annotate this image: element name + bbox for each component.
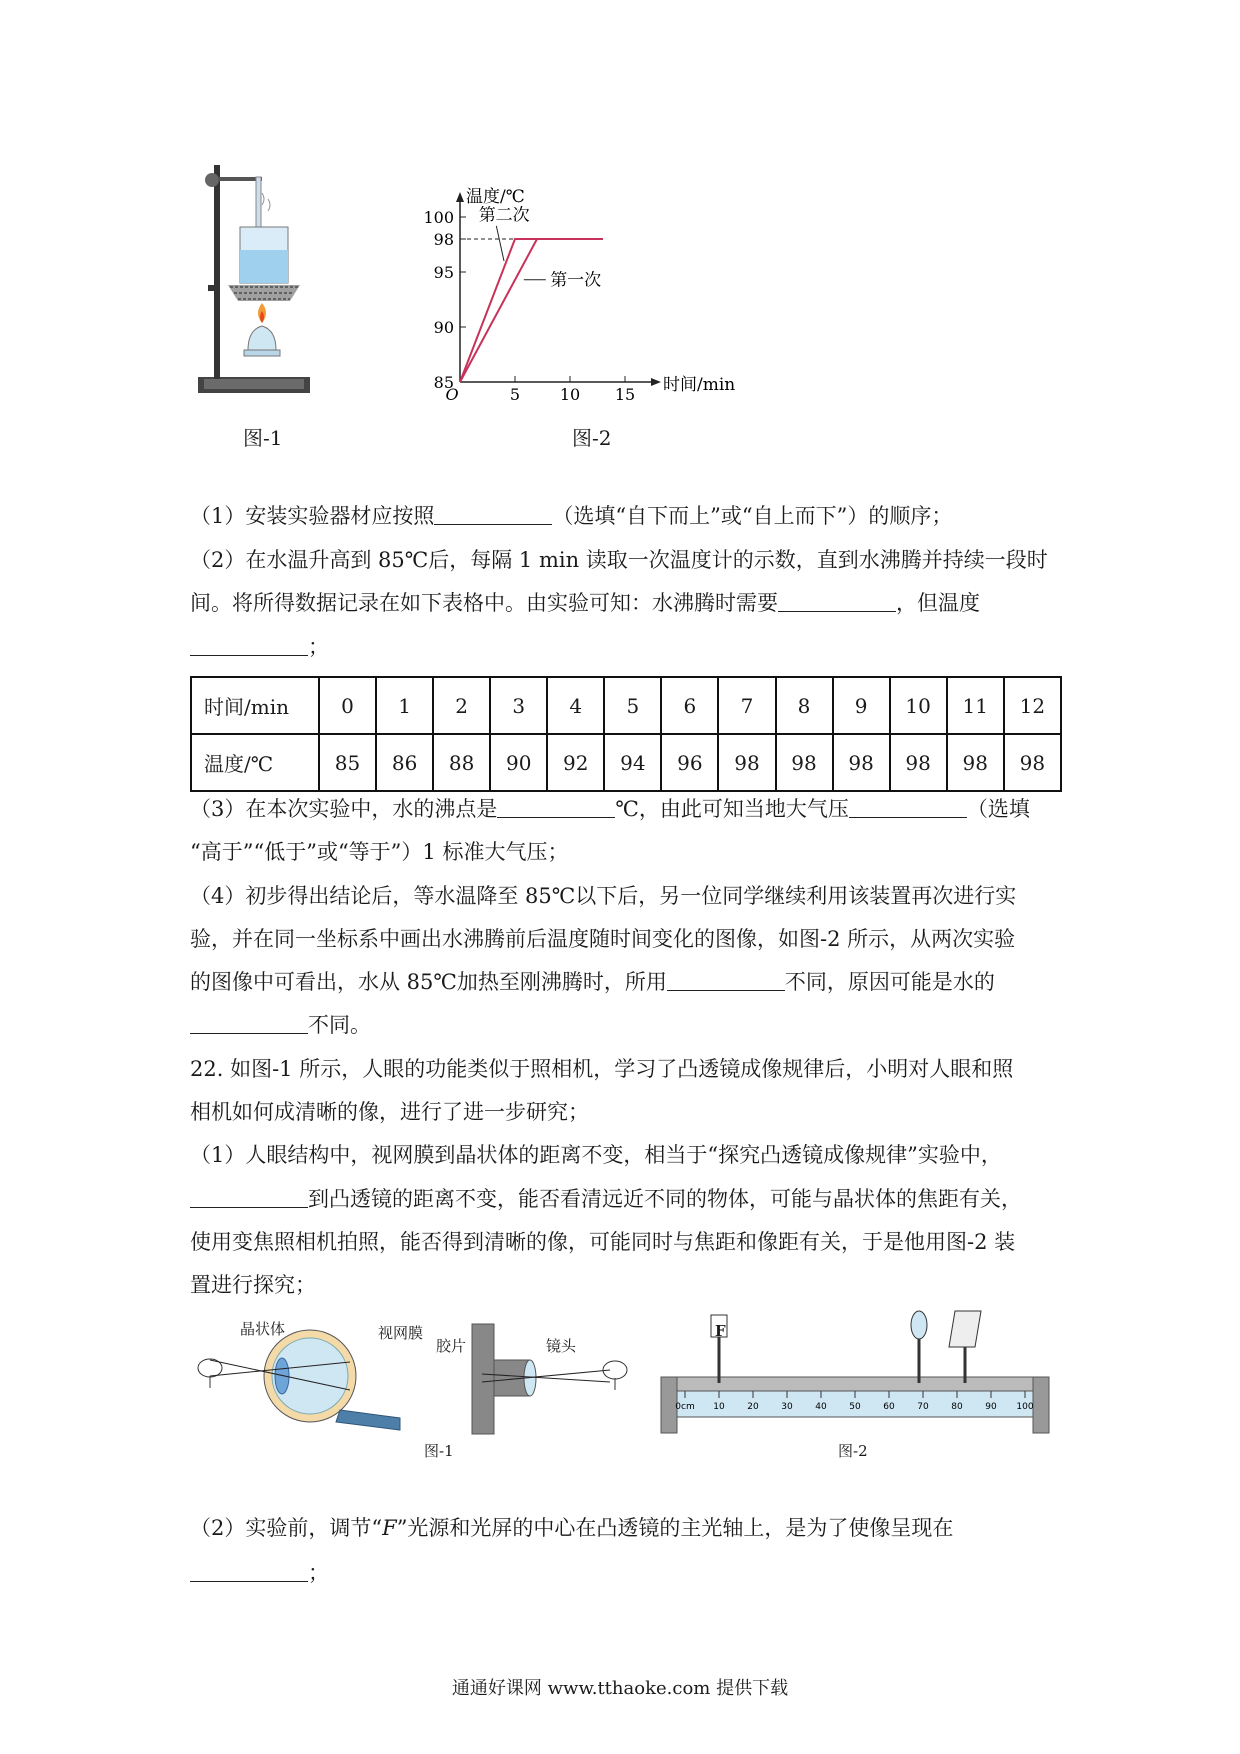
table-cell: 10 xyxy=(890,677,947,734)
series-2-leader xyxy=(496,226,504,261)
table-cell: 7 xyxy=(718,677,775,734)
bench-tick-label: 70 xyxy=(917,1402,929,1412)
table-header-cell: 时间/min xyxy=(191,677,319,734)
bench-tick-label: 100 xyxy=(1016,1402,1034,1412)
answer-blank[interactable] xyxy=(667,970,785,991)
answer-blank[interactable] xyxy=(190,1013,308,1034)
series-line-2 xyxy=(460,239,603,382)
q21-part4-line4: 不同。 xyxy=(190,1012,371,1038)
table-cell: 88 xyxy=(433,734,490,791)
q21-part4-line1: （4）初步得出结论后，等水温降至 85℃以下后，另一位同学继续利用该装置再次进行实 xyxy=(190,884,1017,908)
temperature-time-chart xyxy=(410,140,760,425)
y-tick-label: 95 xyxy=(433,263,454,282)
table-cell: 12 xyxy=(1004,677,1061,734)
q21-part1: （1）安装实验器材应按照 （选填“自下而上”或“自上而下”）的顺序； xyxy=(190,504,953,528)
q22-part2-line2: ； xyxy=(190,1560,329,1586)
light-screen xyxy=(949,1311,981,1347)
x-tick-label: 5 xyxy=(509,385,521,404)
answer-blank[interactable] xyxy=(497,797,615,818)
table-cell: 94 xyxy=(604,734,661,791)
table-cell: 1 xyxy=(376,677,433,734)
bench-figure-caption: 图-2 xyxy=(838,1442,868,1460)
label-retina: 视网膜 xyxy=(378,1324,424,1342)
y-axis-arrow xyxy=(456,192,464,202)
series-line-1 xyxy=(460,239,603,382)
bench-tick-label: 80 xyxy=(951,1402,963,1412)
label-crystalline-lens: 晶状体 xyxy=(240,1320,286,1338)
answer-blank[interactable] xyxy=(190,1561,308,1582)
q22-intro-line2: 相机如何成清晰的像，进行了进一步研究； xyxy=(190,1100,589,1124)
q22-part1-line4: 置进行探究； xyxy=(190,1273,316,1297)
table-cell: 8 xyxy=(776,677,833,734)
bench-tick-label: 60 xyxy=(883,1402,895,1412)
table-cell: 11 xyxy=(947,677,1004,734)
table-cell: 98 xyxy=(1004,734,1061,791)
series-1-label: 第一次 xyxy=(550,270,602,291)
table-cell: 92 xyxy=(547,734,604,791)
origin-label: O xyxy=(445,385,459,404)
optic-nerve xyxy=(336,1410,400,1430)
convex-lens xyxy=(911,1311,927,1339)
y-tick-label: 98 xyxy=(433,230,454,249)
table-cell: 4 xyxy=(547,677,604,734)
q21-part4-line2: 验，并在同一坐标系中画出水沸腾前后温度随时间变化的图像，如图-2 所示，从两次实验 xyxy=(190,927,1016,951)
q21-part2-line1: （2）在水温升高到 85℃后，每隔 1 min 读取一次温度计的示数，直到水沸腾并持续一段时 xyxy=(190,548,1048,572)
table-row xyxy=(191,677,1061,734)
x-axis-label: 时间/min xyxy=(663,375,736,395)
data-table xyxy=(190,676,1062,792)
page-footer: 通通好课网 www.tthaoke.com 提供下载 xyxy=(451,1678,789,1699)
y-axis-label: 温度/℃ xyxy=(466,187,525,207)
q22-part1-line3: 使用变焦照相机拍照，能否得到清晰的像，可能同时与焦距和像距有关，于是他用图-2 装 xyxy=(190,1230,1016,1254)
alcohol-lamp xyxy=(248,326,276,350)
table-cell: 5 xyxy=(604,677,661,734)
clamp-knob xyxy=(205,173,219,187)
answer-blank[interactable] xyxy=(849,797,967,818)
q22-part2-line1: （2）实验前，调节“F”光源和光屏的中心在凸透镜的主光轴上，是为了使像呈现在 xyxy=(190,1516,954,1540)
q21-part2-line2: 间。将所得数据记录在如下表格中。由实验可知：水沸腾时需要 ，但温度 xyxy=(190,591,980,615)
stand-pole xyxy=(214,165,220,379)
table-cell: 3 xyxy=(490,677,547,734)
y-tick-label: 90 xyxy=(433,318,454,337)
bench-tick-label: 20 xyxy=(747,1402,759,1412)
bench-tick-label: 40 xyxy=(815,1402,827,1412)
heating-apparatus-figure xyxy=(190,155,320,420)
bench-tick-label: 50 xyxy=(849,1402,861,1412)
table-cell: 98 xyxy=(833,734,890,791)
table-cell: 98 xyxy=(776,734,833,791)
table-header-cell: 温度/℃ xyxy=(191,734,319,791)
table-cell: 86 xyxy=(376,734,433,791)
table-cell: 98 xyxy=(718,734,775,791)
table-cell: 98 xyxy=(947,734,1004,791)
table-cell: 98 xyxy=(890,734,947,791)
label-camera-lens: 镜头 xyxy=(546,1337,577,1355)
table-cell: 9 xyxy=(833,677,890,734)
answer-blank[interactable] xyxy=(434,504,552,525)
fig1-top-caption: 图-1 xyxy=(243,426,283,450)
bench-tick-label: 90 xyxy=(985,1402,997,1412)
q21-part2-line3: ； xyxy=(190,634,329,660)
bench-tick-label: 0cm xyxy=(675,1402,695,1412)
f-source-letter: F xyxy=(715,1322,726,1340)
answer-blank[interactable] xyxy=(778,591,896,612)
table-cell: 0 xyxy=(319,677,376,734)
y-tick-label: 85 xyxy=(433,373,454,392)
y-tick-label: 100 xyxy=(423,208,454,227)
q22-part1-line2: 到凸透镜的距离不变，能否看清远近不同的物体，可能与晶状体的焦距有关， xyxy=(190,1186,1022,1212)
q22-part1-line1: （1）人眼结构中，视网膜到晶状体的距离不变，相当于“探究凸透镜成像规律”实验中， xyxy=(190,1143,1002,1167)
series-2-label: 第二次 xyxy=(478,205,530,226)
q22-intro-line1: 22. 如图-1 所示，人眼的功能类似于照相机，学习了凸透镜成像规律后，小明对人眼和照 xyxy=(190,1057,1014,1081)
table-cell: 96 xyxy=(661,734,718,791)
q21-part4-line3: 的图像中可看出，水从 85℃加热至刚沸腾时，所用 不同，原因可能是水的 xyxy=(190,970,995,994)
table-cell: 6 xyxy=(661,677,718,734)
fig2-top-caption: 图-2 xyxy=(572,426,612,450)
label-film: 胶片 xyxy=(436,1337,467,1355)
bench-tick-label: 30 xyxy=(781,1402,793,1412)
q21-part3-line2: “高于”“低于”或“等于”）1 标准大气压； xyxy=(190,840,569,864)
camera-body xyxy=(472,1324,494,1434)
q21-part3-line1: （3）在本次实验中，水的沸点是 ℃，由此可知当地大气压 （选填 xyxy=(190,797,1030,821)
table-cell: 90 xyxy=(490,734,547,791)
table-cell: 2 xyxy=(433,677,490,734)
x-axis-arrow xyxy=(651,378,661,386)
x-tick-label: 15 xyxy=(614,385,636,404)
bench-tick-label: 10 xyxy=(713,1402,725,1412)
answer-blank[interactable] xyxy=(190,635,308,656)
eye-figure-caption: 图-1 xyxy=(424,1442,454,1460)
table-cell: 85 xyxy=(319,734,376,791)
x-tick-label: 10 xyxy=(559,385,581,404)
table-row xyxy=(191,734,1061,791)
answer-blank[interactable] xyxy=(190,1187,308,1208)
